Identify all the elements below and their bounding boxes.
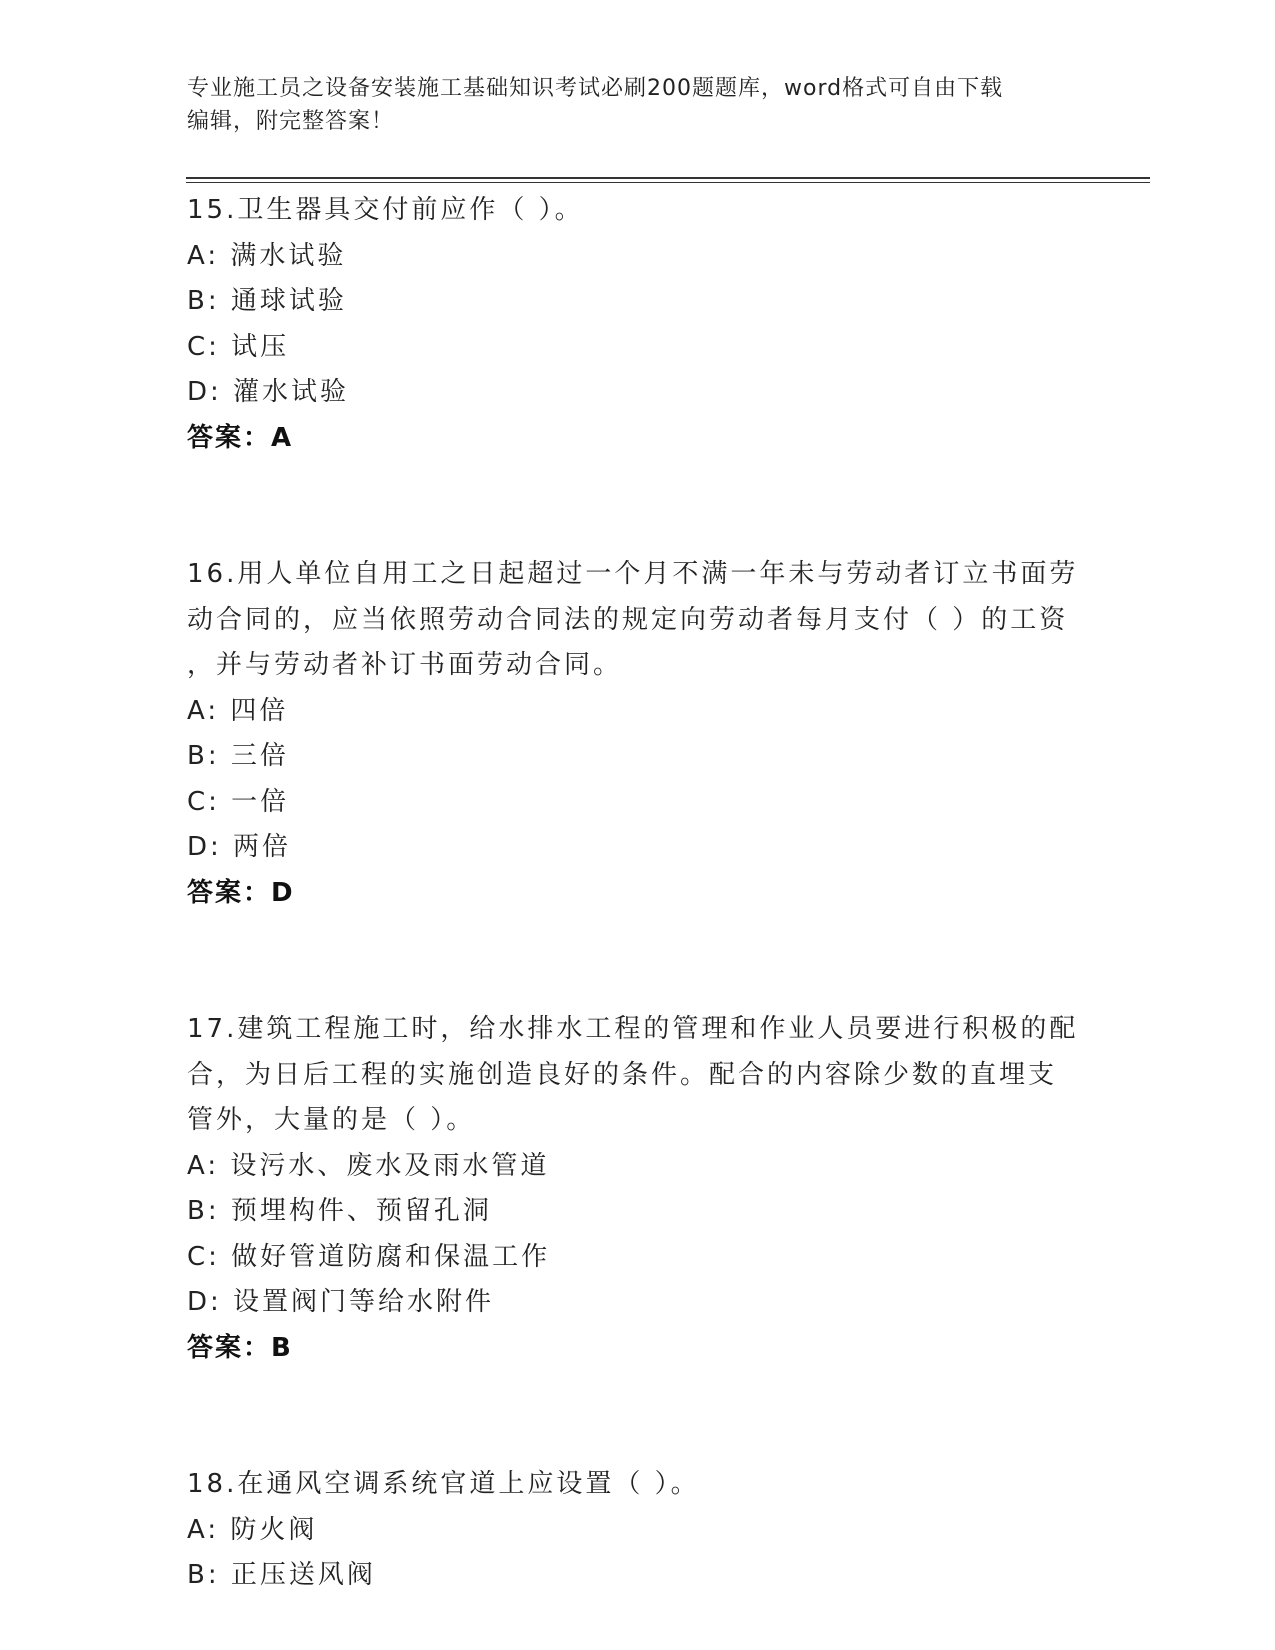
answer-line: 答案：A bbox=[187, 422, 294, 453]
question-18 bbox=[187, 1462, 1087, 1599]
question-text: 17.建筑工程施工时，给水排水工程的管理和作业人员要进行积极的配 bbox=[187, 1014, 1079, 1044]
question-15 bbox=[187, 188, 1087, 461]
question-text: 15.卫生器具交付前应作（ ）。 bbox=[187, 195, 584, 225]
option-d: D: 两倍 bbox=[187, 832, 292, 862]
question-spacer bbox=[187, 461, 1087, 552]
option-b: B: 三倍 bbox=[187, 741, 289, 771]
option-d: D: 设置阀门等给水附件 bbox=[187, 1287, 495, 1317]
answer-line: 答案：B bbox=[187, 1332, 293, 1363]
option-b: B: 预埋构件、预留孔洞 bbox=[187, 1196, 492, 1226]
option-b: B: 正压送风阀 bbox=[187, 1560, 376, 1590]
question-17 bbox=[187, 1007, 1087, 1371]
option-c: C: 一倍 bbox=[187, 786, 290, 817]
option-c: C: 试压 bbox=[187, 331, 290, 362]
option-d: D: 灌水试验 bbox=[187, 377, 350, 407]
question-text: 18.在通风空调系统官道上应设置（ ）。 bbox=[187, 1469, 700, 1499]
option-c: C: 做好管道防腐和保温工作 bbox=[187, 1241, 551, 1272]
question-spacer bbox=[187, 1371, 1087, 1462]
document-header bbox=[187, 72, 1087, 138]
option-a: A: 防火阀 bbox=[187, 1514, 318, 1545]
option-a: A: 四倍 bbox=[187, 695, 289, 726]
question-list bbox=[187, 188, 1087, 1599]
option-b: B: 通球试验 bbox=[187, 286, 347, 316]
option-a: A: 满水试验 bbox=[187, 240, 347, 271]
question-text: 动合同的，应当依照劳动合同法的规定向劳动者每月支付（ ）的工资 bbox=[187, 604, 1069, 635]
question-text: 管外，大量的是（ ）。 bbox=[187, 1105, 476, 1135]
header-line-1: 专业施工员之设备安装施工基础知识考试必刷200题题库，word格式可自由下载 bbox=[187, 76, 1004, 101]
question-text: ，并与劳动者补订书面劳动合同。 bbox=[187, 650, 623, 680]
header-line-2: 编辑，附完整答案！ bbox=[187, 109, 395, 134]
answer-line: 答案：D bbox=[187, 877, 295, 908]
question-text: 合，为日后工程的实施创造良好的条件。配合的内容除少数的直埋支 bbox=[187, 1059, 1058, 1090]
question-spacer bbox=[187, 916, 1087, 1007]
question-text: 16.用人单位自用工之日起超过一个月不满一年未与劳动者订立书面劳 bbox=[187, 559, 1079, 589]
option-a: A: 设污水、废水及雨水管道 bbox=[187, 1150, 550, 1181]
header-rule-thick bbox=[186, 177, 1150, 179]
question-16 bbox=[187, 552, 1087, 916]
header-rule-thin bbox=[186, 182, 1150, 183]
